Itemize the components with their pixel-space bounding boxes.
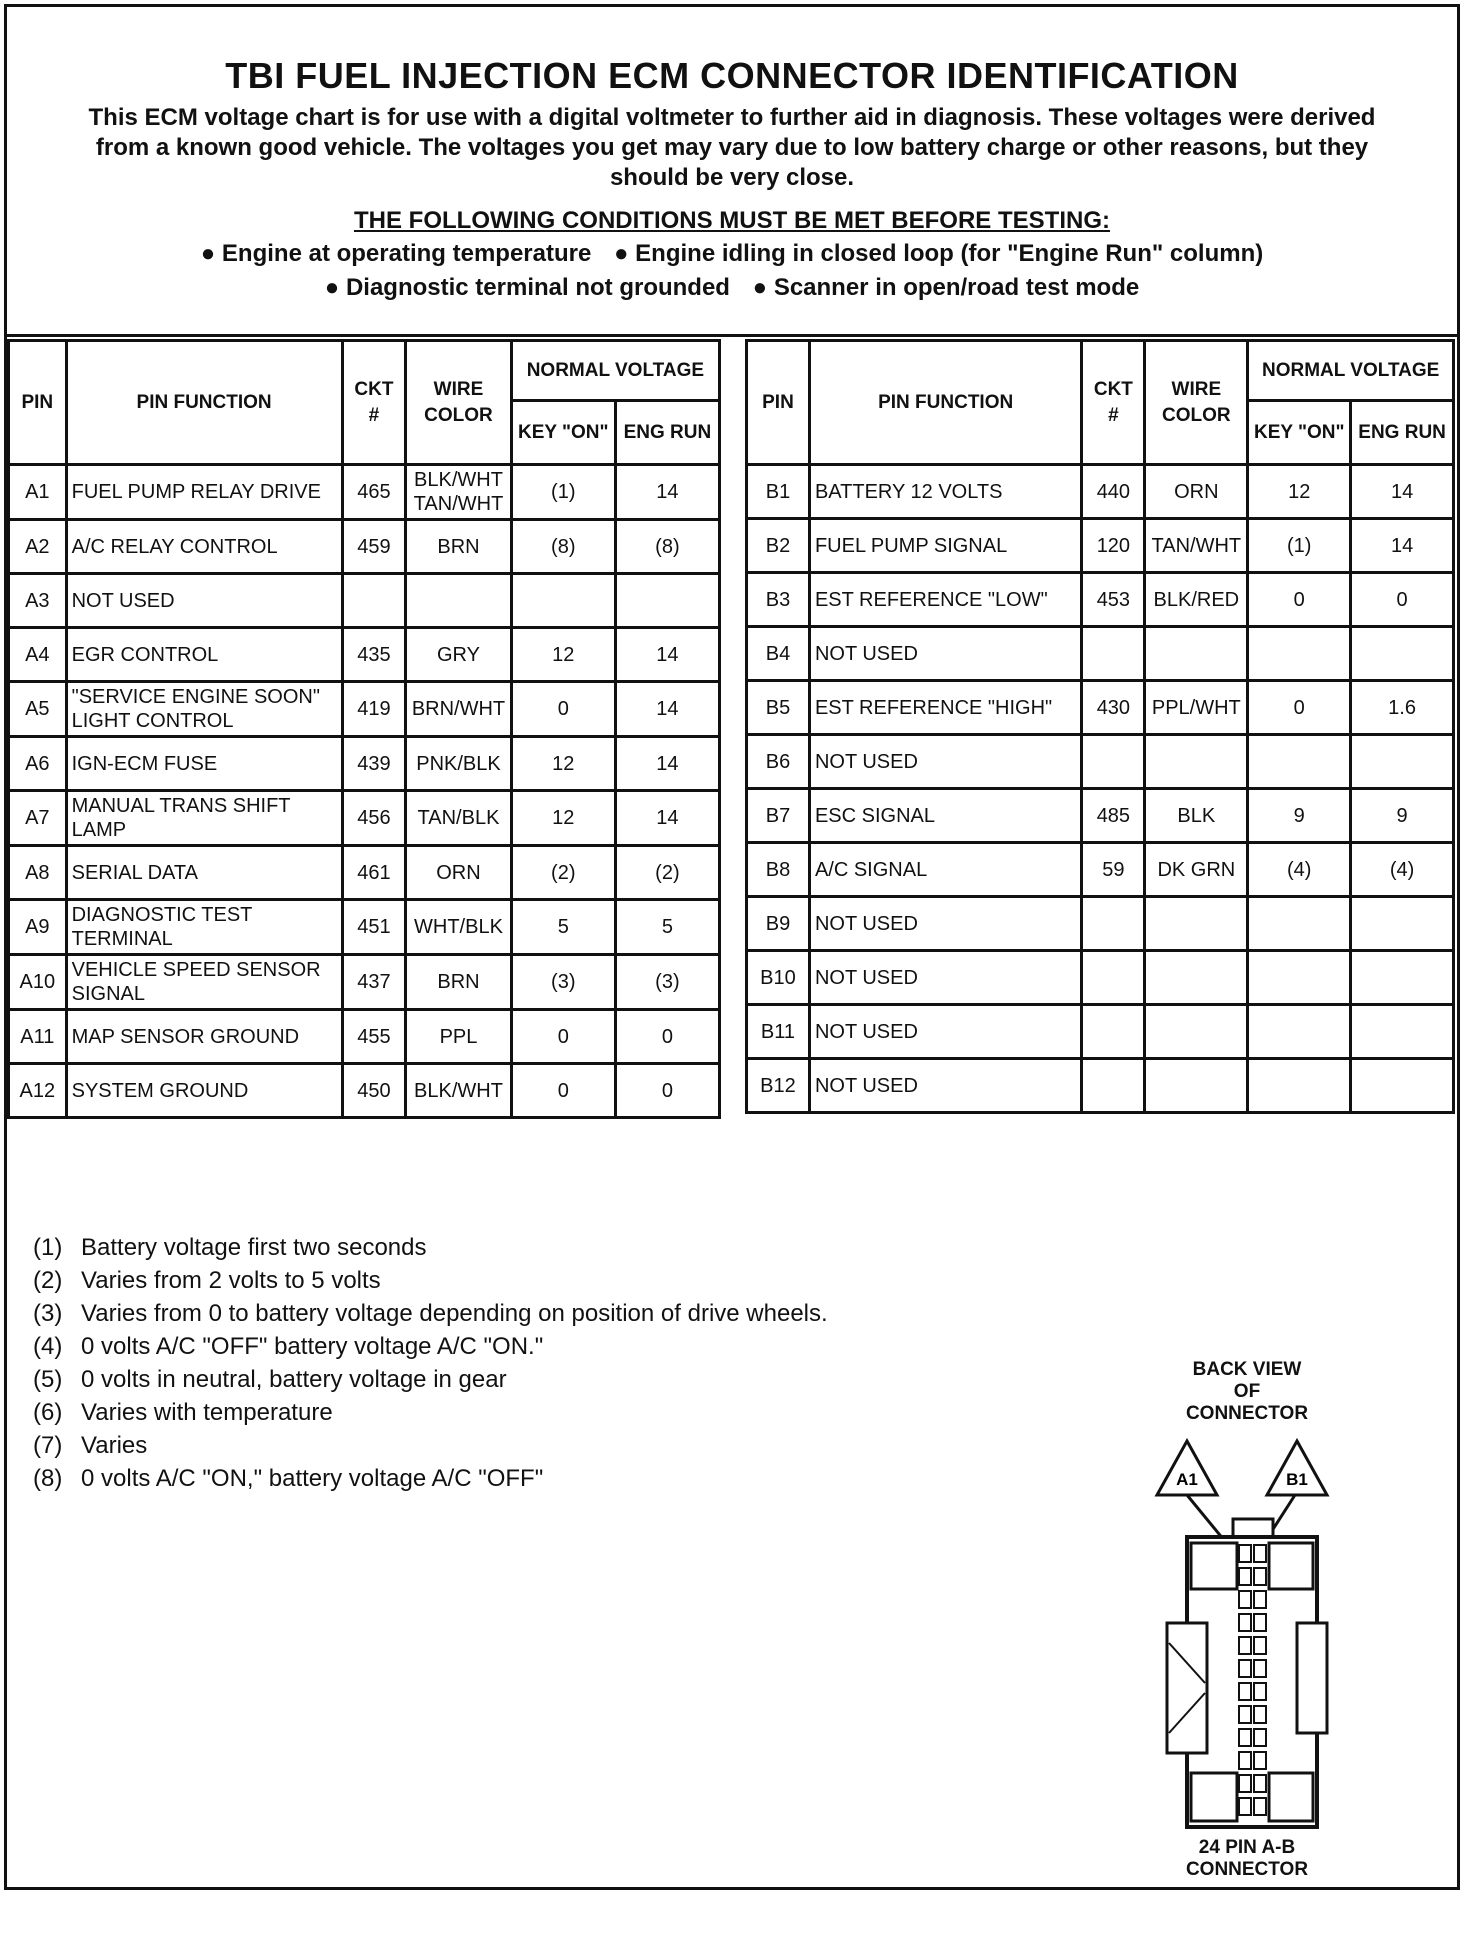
connector-side-rib [1297,1623,1327,1733]
wire-cell: BRN [406,955,511,1010]
pin-cell: B2 [747,519,810,573]
function-cell: NOT USED [809,951,1081,1005]
pin-cell: B1 [747,465,810,519]
ckt-cell [1082,897,1145,951]
table-row [747,519,1454,573]
table-row [9,737,720,791]
table-row [747,735,1454,789]
pin-table-a [7,339,721,1119]
col-ckt: CKT # [1082,341,1145,465]
eng-run-cell: 14 [615,791,719,846]
ckt-cell [1082,1005,1145,1059]
eng-run-cell: 14 [615,682,719,737]
pin-cell: A9 [9,900,67,955]
connector-caption: 24 PIN A-B CONNECTOR [1185,1837,1309,1880]
pin-cell: B7 [747,789,810,843]
key-on-cell: 0 [1248,573,1351,627]
function-cell: FUEL PUMP RELAY DRIVE [66,465,342,520]
wire-cell: BRN/WHT [406,682,511,737]
footnote: (6) Varies with temperature [33,1399,333,1426]
col-eng-run: ENG RUN [615,401,719,465]
wire-cell [406,574,511,628]
eng-run-cell: 0 [1351,573,1454,627]
function-cell: A/C RELAY CONTROL [66,520,342,574]
wire-cell: TAN/WHT [1145,519,1248,573]
ckt-cell: 465 [342,465,406,520]
wire-cell [1145,951,1248,1005]
col-function: PIN FUNCTION [66,341,342,465]
ckt-cell: 439 [342,737,406,791]
pin-cell: A2 [9,520,67,574]
function-cell: EST REFERENCE "LOW" [809,573,1081,627]
pin-cavity [1239,1545,1251,1562]
function-cell: NOT USED [809,627,1081,681]
table-row [9,465,720,520]
connector-diagram [1147,1433,1347,1833]
pin-cell: A12 [9,1064,67,1118]
key-on-cell [1248,951,1351,1005]
col-eng-run: ENG RUN [1351,401,1454,465]
ckt-cell: 430 [1082,681,1145,735]
wire-cell [1145,897,1248,951]
condition-item: ● Scanner in open/road test mode [752,274,1140,301]
footnote: (8) 0 volts A/C "ON," battery voltage A/C "OFF" [33,1465,544,1492]
eng-run-cell: 14 [1351,465,1454,519]
wire-cell [1145,627,1248,681]
key-on-cell: (8) [511,520,615,574]
function-cell: MAP SENSOR GROUND [66,1010,342,1064]
key-on-cell: (3) [511,955,615,1010]
table-row [9,900,720,955]
key-on-cell [511,574,615,628]
key-on-cell: 12 [1248,465,1351,519]
pin-a-label: A1 [1176,1470,1198,1489]
table-row [9,1064,720,1118]
eng-run-cell: (3) [615,955,719,1010]
connector-view-label: BACK VIEW OF CONNECTOR [1185,1359,1309,1424]
eng-run-cell [1351,735,1454,789]
pin-cavity [1239,1614,1251,1631]
table-row [747,681,1454,735]
page-title: TBI FUEL INJECTION ECM CONNECTOR IDENTIFICATION [225,55,1239,96]
pin-cavity [1239,1798,1251,1815]
eng-run-cell: (4) [1351,843,1454,897]
pin-b-label: B1 [1286,1470,1308,1489]
pin-cavity [1239,1568,1251,1585]
ckt-cell: 59 [1082,843,1145,897]
function-cell: MANUAL TRANS SHIFT LAMP [66,791,342,846]
key-on-cell: 0 [511,1010,615,1064]
pin-cavity [1254,1545,1266,1562]
eng-run-cell [1351,627,1454,681]
wire-cell: GRY [406,628,511,682]
condition-item: ● Diagnostic terminal not grounded [324,274,730,301]
wire-cell: BLK/WHT TAN/WHT [406,465,511,520]
ckt-cell [1082,951,1145,1005]
wire-cell [1145,1005,1248,1059]
table-row [747,1059,1454,1113]
pin-cell: A6 [9,737,67,791]
table-row [747,843,1454,897]
key-on-cell [1248,627,1351,681]
pin-cavity [1254,1798,1266,1815]
wire-cell: BLK/WHT [406,1064,511,1118]
key-on-cell [1248,1059,1351,1113]
table-row [9,520,720,574]
table-row [747,627,1454,681]
conditions-title: THE FOLLOWING CONDITIONS MUST BE MET BEFORE TESTING: [354,207,1110,234]
wire-cell [1145,1059,1248,1113]
wire-cell: ORN [406,846,511,900]
condition-item: ● Engine idling in closed loop (for "Engine Run" column) [614,240,1264,267]
eng-run-cell [615,574,719,628]
pin-cavity [1239,1752,1251,1769]
key-on-cell: 0 [511,1064,615,1118]
pin-cell: A5 [9,682,67,737]
function-cell: NOT USED [809,735,1081,789]
pin-cell: B9 [747,897,810,951]
table-row [9,1010,720,1064]
pin-cell: B5 [747,681,810,735]
conditions-line-2 [7,273,1457,303]
table-row [9,791,720,846]
pin-cavity [1254,1752,1266,1769]
eng-run-cell [1351,897,1454,951]
pin-cavity [1239,1591,1251,1608]
ckt-cell: 435 [342,628,406,682]
ckt-cell: 485 [1082,789,1145,843]
table-row [9,955,720,1010]
pin-cell: B6 [747,735,810,789]
ckt-cell: 120 [1082,519,1145,573]
pin-cavity [1239,1660,1251,1677]
pin-cavity [1254,1660,1266,1677]
ckt-cell: 456 [342,791,406,846]
key-on-cell: (1) [511,465,615,520]
footnotes [33,1231,828,1495]
wire-cell: WHT/BLK [406,900,511,955]
footnote: (3) Varies from 0 to battery voltage depending on position of drive wheels. [33,1300,828,1327]
ckt-cell [342,574,406,628]
pin-cell: B3 [747,573,810,627]
wire-cell: BRN [406,520,511,574]
eng-run-cell: 0 [615,1010,719,1064]
pin-cavity [1254,1568,1266,1585]
footnote: (5) 0 volts in neutral, battery voltage in gear [33,1366,507,1393]
eng-run-cell: 14 [615,737,719,791]
col-wire: WIRE COLOR [406,341,511,465]
condition-item: ● Engine at operating temperature [200,240,592,267]
footnote: (4) 0 volts A/C "OFF" battery voltage A/C "ON." [33,1333,544,1360]
wire-cell: TAN/BLK [406,791,511,846]
key-on-cell [1248,897,1351,951]
function-cell: SERIAL DATA [66,846,342,900]
ckt-cell: 451 [342,900,406,955]
function-cell: NOT USED [809,897,1081,951]
header [7,7,1457,337]
pin-cavity [1239,1729,1251,1746]
footnote: (7) Varies [33,1432,148,1459]
wire-cell: PPL [406,1010,511,1064]
key-on-cell: 12 [511,628,615,682]
wire-cell [1145,735,1248,789]
function-cell: BATTERY 12 VOLTS [809,465,1081,519]
ckt-cell: 459 [342,520,406,574]
col-ckt: CKT # [342,341,406,465]
key-on-cell: 0 [511,682,615,737]
pin-cavity [1254,1614,1266,1631]
pin-cell: A1 [9,465,67,520]
table-row [747,789,1454,843]
key-on-cell: 12 [511,791,615,846]
ckt-cell: 419 [342,682,406,737]
wire-cell: PPL/WHT [1145,681,1248,735]
key-on-cell: 12 [511,737,615,791]
col-voltage: NORMAL VOLTAGE [1248,341,1454,401]
eng-run-cell: 5 [615,900,719,955]
footnote: (2) Varies from 2 volts to 5 volts [33,1267,381,1294]
intro-text: This ECM voltage chart is for use with a digital voltmeter to further aid in diagnosis. These voltages were derived from a known good vehicle. The voltages you get may vary due to low battery charge or other reasons, but they should be very close. [88,104,1376,191]
eng-run-cell: 14 [1351,519,1454,573]
eng-run-cell: (2) [615,846,719,900]
pin-cavity [1254,1706,1266,1723]
wire-cell: ORN [1145,465,1248,519]
ckt-cell: 453 [1082,573,1145,627]
key-on-cell: (2) [511,846,615,900]
pin-cavity [1254,1775,1266,1792]
table-row [9,574,720,628]
table-row [747,897,1454,951]
table-row [747,465,1454,519]
wire-cell: DK GRN [1145,843,1248,897]
col-pin: PIN [9,341,67,465]
pin-cell: A3 [9,574,67,628]
function-cell: EGR CONTROL [66,628,342,682]
ckt-cell [1082,1059,1145,1113]
ckt-cell: 461 [342,846,406,900]
pin-cell: B11 [747,1005,810,1059]
pin-cavity [1254,1591,1266,1608]
pin-cavity [1254,1729,1266,1746]
eng-run-cell: 14 [615,628,719,682]
function-cell: SYSTEM GROUND [66,1064,342,1118]
pin-table-b [745,339,1455,1114]
key-on-cell [1248,1005,1351,1059]
pin-cavity [1239,1706,1251,1723]
function-cell: ESC SIGNAL [809,789,1081,843]
pin-cavity [1254,1683,1266,1700]
ckt-cell: 437 [342,955,406,1010]
function-cell: DIAGNOSTIC TEST TERMINAL [66,900,342,955]
connector-latch [1233,1519,1273,1537]
wire-cell: BLK/RED [1145,573,1248,627]
pin-cell: A8 [9,846,67,900]
pin-cell: A7 [9,791,67,846]
pin-cell: A11 [9,1010,67,1064]
connector-side-lock [1167,1623,1207,1753]
wire-cell: PNK/BLK [406,737,511,791]
table-row [9,846,720,900]
col-pin: PIN [747,341,810,465]
pin-cavity [1239,1637,1251,1654]
col-voltage: NORMAL VOLTAGE [511,341,719,401]
function-cell: NOT USED [809,1059,1081,1113]
col-key-on: KEY "ON" [511,401,615,465]
table-row [747,1005,1454,1059]
ckt-cell [1082,735,1145,789]
pin-cavity [1254,1637,1266,1654]
col-key-on: KEY "ON" [1248,401,1351,465]
col-function: PIN FUNCTION [809,341,1081,465]
pin-cell: B4 [747,627,810,681]
table-row [9,628,720,682]
col-wire: WIRE COLOR [1145,341,1248,465]
eng-run-cell: (8) [615,520,719,574]
table-row [747,573,1454,627]
key-on-cell: 9 [1248,789,1351,843]
pin-cavity [1239,1775,1251,1792]
eng-run-cell [1351,1059,1454,1113]
function-cell: "SERVICE ENGINE SOON" LIGHT CONTROL [66,682,342,737]
eng-run-cell [1351,1005,1454,1059]
function-cell: IGN-ECM FUSE [66,737,342,791]
ckt-cell [1082,627,1145,681]
key-on-cell: 5 [511,900,615,955]
footnote: (1) Battery voltage first two seconds [33,1234,427,1261]
pin-cell: B12 [747,1059,810,1113]
function-cell: FUEL PUMP SIGNAL [809,519,1081,573]
eng-run-cell: 14 [615,465,719,520]
function-cell: VEHICLE SPEED SENSOR SIGNAL [66,955,342,1010]
function-cell: NOT USED [809,1005,1081,1059]
eng-run-cell: 0 [615,1064,719,1118]
eng-run-cell: 1.6 [1351,681,1454,735]
pin-cell: A4 [9,628,67,682]
page-frame [4,4,1460,1890]
function-cell: NOT USED [66,574,342,628]
table-row [747,951,1454,1005]
conditions-line-1 [7,239,1457,269]
pin-cell: B8 [747,843,810,897]
key-on-cell: (4) [1248,843,1351,897]
wire-cell: BLK [1145,789,1248,843]
ckt-cell: 440 [1082,465,1145,519]
table-row [9,682,720,737]
key-on-cell: (1) [1248,519,1351,573]
function-cell: EST REFERENCE "HIGH" [809,681,1081,735]
eng-run-cell [1351,951,1454,1005]
pin-cell: A10 [9,955,67,1010]
ckt-cell: 450 [342,1064,406,1118]
pin-cell: B10 [747,951,810,1005]
ckt-cell: 455 [342,1010,406,1064]
key-on-cell [1248,735,1351,789]
function-cell: A/C SIGNAL [809,843,1081,897]
pin-cavity [1239,1683,1251,1700]
eng-run-cell: 9 [1351,789,1454,843]
key-on-cell: 0 [1248,681,1351,735]
